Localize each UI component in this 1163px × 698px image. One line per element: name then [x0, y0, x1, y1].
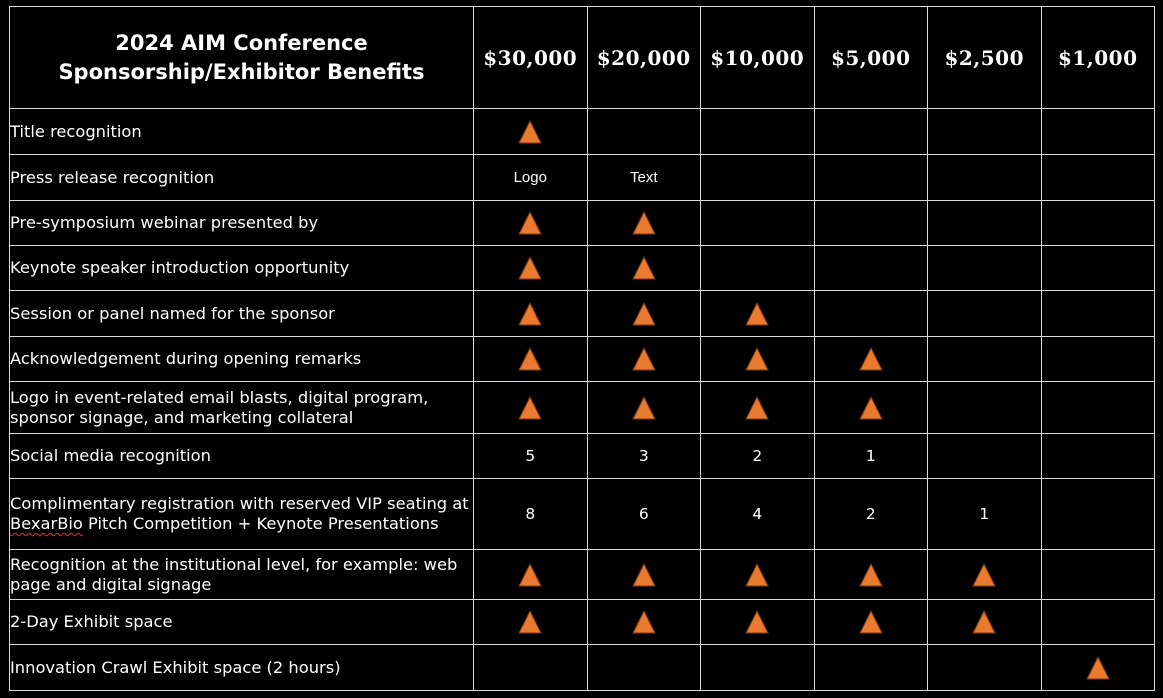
tier-value-cell — [1041, 201, 1155, 246]
table-row — [10, 645, 1155, 691]
header-row — [10, 7, 1155, 109]
tier-value-cell — [474, 109, 588, 155]
orange-triangle-icon — [859, 563, 883, 587]
table-row — [10, 291, 1155, 337]
benefit-label: Innovation Crawl Exhibit space (2 hours) — [10, 645, 474, 691]
tier-value-cell — [587, 600, 701, 645]
tier-value-cell — [814, 479, 928, 550]
tier-header-30000: $30,000 — [474, 7, 588, 109]
sponsorship-benefits-table — [9, 6, 1155, 691]
tier-value-cell — [1041, 479, 1155, 550]
tier-value-cell — [587, 479, 701, 550]
orange-triangle-icon — [518, 211, 542, 235]
tier-value-cell — [814, 246, 928, 291]
table-row — [10, 155, 1155, 201]
table-title-line-1: 2024 AIM Conference — [115, 30, 368, 55]
tier-value-cell — [701, 382, 815, 434]
tier-value-cell — [474, 291, 588, 337]
tier-value-cell — [474, 382, 588, 434]
orange-triangle-icon — [859, 347, 883, 371]
tier-value-cell — [928, 291, 1042, 337]
tier-value-cell — [701, 155, 815, 201]
tier-header-20000: $20,000 — [587, 7, 701, 109]
tier-value-cell — [814, 337, 928, 382]
benefit-label: Complimentary registration with reserved VIP seating at BexarBio Pitch Competition + Keynote Presentations — [10, 479, 474, 550]
orange-triangle-icon — [632, 211, 656, 235]
table-title-line-2: Sponsorship/Exhibitor Benefits — [58, 59, 425, 84]
orange-triangle-icon — [518, 563, 542, 587]
tier-value-cell — [587, 246, 701, 291]
tier-value-cell — [1041, 246, 1155, 291]
tier-header-2500: $2,500 — [928, 7, 1042, 109]
tier-value-cell — [701, 479, 815, 550]
orange-triangle-icon — [745, 302, 769, 326]
table-row — [10, 337, 1155, 382]
tier-value-cell — [928, 382, 1042, 434]
tier-value-cell — [587, 201, 701, 246]
tier-value-cell — [928, 109, 1042, 155]
tier-value-text: 1 — [865, 447, 876, 465]
orange-triangle-icon — [518, 120, 542, 144]
tier-value-cell — [701, 246, 815, 291]
spellcheck-flagged-word: BexarBio — [10, 514, 83, 533]
tier-value-cell — [474, 600, 588, 645]
tier-value-cell — [1041, 645, 1155, 691]
tier-value-cell — [928, 600, 1042, 645]
orange-triangle-icon — [972, 563, 996, 587]
orange-triangle-icon — [632, 302, 656, 326]
orange-triangle-icon — [745, 563, 769, 587]
tier-value-cell — [701, 434, 815, 479]
benefit-label: Session or panel named for the sponsor — [10, 291, 474, 337]
tier-value-cell — [814, 201, 928, 246]
tier-value-cell — [701, 337, 815, 382]
orange-triangle-icon — [518, 396, 542, 420]
tier-value-cell — [1041, 337, 1155, 382]
tier-value-cell — [1041, 109, 1155, 155]
tier-header-5000: $5,000 — [814, 7, 928, 109]
tier-value-cell — [474, 155, 588, 201]
tier-value-cell — [814, 434, 928, 479]
tier-value-cell — [1041, 434, 1155, 479]
tier-value-cell — [814, 600, 928, 645]
tier-header-1000: $1,000 — [1041, 7, 1155, 109]
orange-triangle-icon — [632, 256, 656, 280]
tier-value-cell — [928, 434, 1042, 479]
orange-triangle-icon — [972, 610, 996, 634]
tier-value-cell — [587, 291, 701, 337]
tier-value-cell — [1041, 600, 1155, 645]
benefit-label: Title recognition — [10, 109, 474, 155]
tier-value-cell — [701, 201, 815, 246]
benefit-label: Pre-symposium webinar presented by — [10, 201, 474, 246]
orange-triangle-icon — [632, 396, 656, 420]
tier-value-text: 3 — [638, 447, 649, 465]
benefit-label: Keynote speaker introduction opportunity — [10, 246, 474, 291]
tier-value-cell — [474, 337, 588, 382]
tier-value-cell — [474, 645, 588, 691]
table-row — [10, 201, 1155, 246]
tier-header-10000: $10,000 — [701, 7, 815, 109]
tier-value-cell — [701, 109, 815, 155]
tier-value-text: 1 — [979, 505, 990, 523]
benefit-label: 2-Day Exhibit space — [10, 600, 474, 645]
tier-value-text: Logo — [513, 169, 547, 186]
orange-triangle-icon — [745, 347, 769, 371]
tier-value-cell — [587, 434, 701, 479]
benefit-label: Acknowledgement during opening remarks — [10, 337, 474, 382]
tier-value-cell — [814, 155, 928, 201]
benefit-label: Recognition at the institutional level, for example: web page and digital signage — [10, 550, 474, 600]
tier-value-cell — [587, 550, 701, 600]
tier-value-cell — [1041, 291, 1155, 337]
table-row — [10, 109, 1155, 155]
table-row — [10, 382, 1155, 434]
orange-triangle-icon — [632, 563, 656, 587]
tier-value-text: 5 — [525, 447, 536, 465]
tier-value-cell — [928, 479, 1042, 550]
tier-value-cell — [928, 246, 1042, 291]
tier-value-cell — [474, 434, 588, 479]
benefit-label: Logo in event-related email blasts, digital program, sponsor signage, and marketing collateral — [10, 382, 474, 434]
table-row — [10, 479, 1155, 550]
orange-triangle-icon — [518, 302, 542, 326]
orange-triangle-icon — [745, 396, 769, 420]
tier-value-cell — [814, 645, 928, 691]
tier-value-cell — [814, 550, 928, 600]
tier-value-cell — [701, 645, 815, 691]
tier-value-text: 2 — [752, 447, 763, 465]
tier-value-cell — [587, 645, 701, 691]
tier-value-cell — [1041, 382, 1155, 434]
table-row — [10, 434, 1155, 479]
tier-value-cell — [1041, 155, 1155, 201]
orange-triangle-icon — [632, 610, 656, 634]
orange-triangle-icon — [518, 347, 542, 371]
table-row — [10, 600, 1155, 645]
tier-value-cell — [701, 550, 815, 600]
tier-value-cell — [474, 246, 588, 291]
orange-triangle-icon — [1086, 656, 1110, 680]
orange-triangle-icon — [518, 256, 542, 280]
tier-value-cell — [928, 645, 1042, 691]
orange-triangle-icon — [518, 610, 542, 634]
tier-value-cell — [928, 201, 1042, 246]
tier-value-cell — [814, 291, 928, 337]
table-row — [10, 246, 1155, 291]
tier-value-cell — [928, 550, 1042, 600]
tier-value-cell — [928, 337, 1042, 382]
tier-value-cell — [474, 479, 588, 550]
tier-value-cell — [1041, 550, 1155, 600]
tier-value-cell — [701, 600, 815, 645]
tier-value-text: Text — [629, 169, 658, 186]
orange-triangle-icon — [632, 347, 656, 371]
benefit-label: Social media recognition — [10, 434, 474, 479]
tier-value-cell — [587, 109, 701, 155]
tier-value-cell — [587, 337, 701, 382]
tier-value-cell — [928, 155, 1042, 201]
tier-value-cell — [814, 109, 928, 155]
tier-value-cell — [814, 382, 928, 434]
orange-triangle-icon — [859, 396, 883, 420]
tier-value-text: 6 — [638, 505, 649, 523]
tier-value-cell — [474, 201, 588, 246]
benefit-rows — [10, 109, 1155, 691]
tier-value-cell — [587, 382, 701, 434]
tier-value-cell — [474, 550, 588, 600]
tier-value-text: 8 — [525, 505, 536, 523]
table-title — [10, 7, 474, 109]
tier-value-cell — [587, 155, 701, 201]
tier-value-text: 2 — [865, 505, 876, 523]
orange-triangle-icon — [859, 610, 883, 634]
tier-value-text: 4 — [752, 505, 763, 523]
benefit-label: Press release recognition — [10, 155, 474, 201]
orange-triangle-icon — [745, 610, 769, 634]
table-row — [10, 550, 1155, 600]
tier-value-cell — [701, 291, 815, 337]
